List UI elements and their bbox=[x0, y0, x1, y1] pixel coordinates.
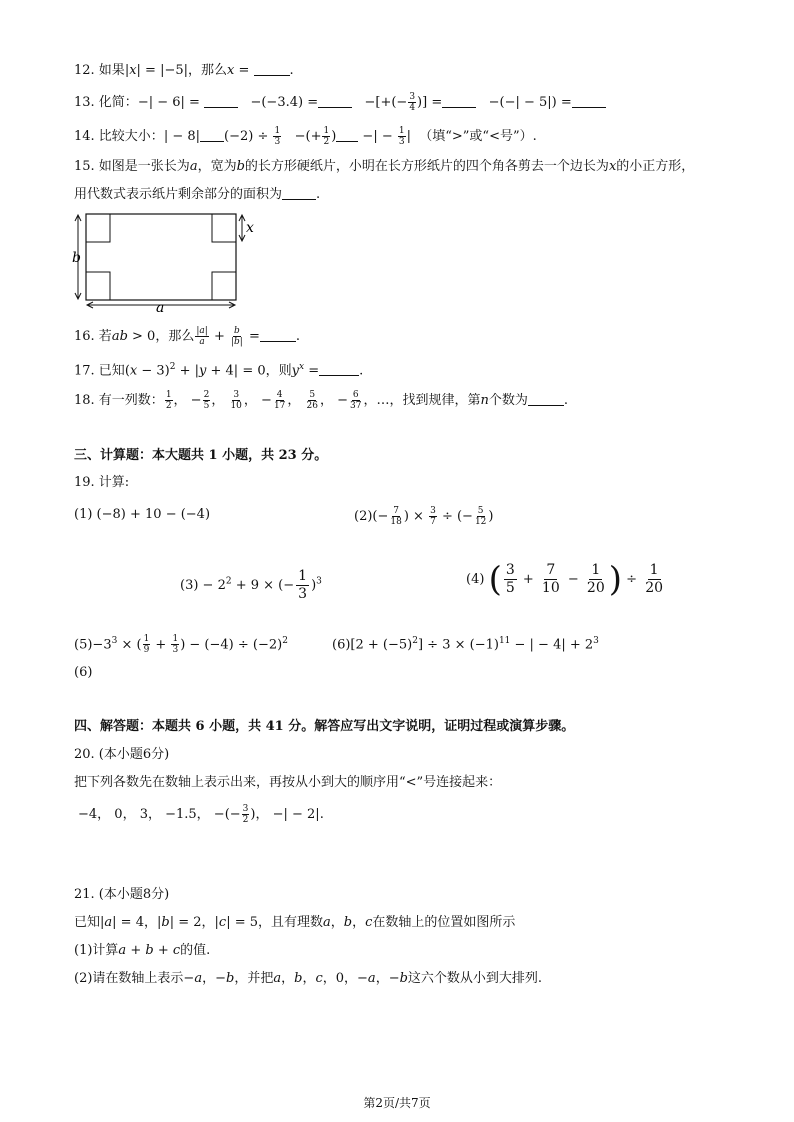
question-16: 16. 若ab > 0，那么 $\frac{|a|}{a}$ + $\frac{b}{|b|}$ = . bbox=[74, 326, 301, 347]
question-14: 14. 比较大小：| − 8| (−2) ÷ $\frac{1}{3}$ −(+ $\frac{1}{2}$ ) −| − $\frac{1}{3}$ | （填“>”或“<号”）. bbox=[74, 126, 537, 147]
q19-label-2: (2) bbox=[354, 509, 373, 524]
question-17: 17. 已知$(x - 3)^2 + |y + 4| = 0$，则$y^x$ = . bbox=[74, 362, 364, 379]
q19-part-2: (2)(− $\frac{7}{18}$ ) × $\frac{3}{7}$ ÷ (− $\frac{5}{12}$ ) bbox=[354, 506, 494, 527]
q15-text-5: 用代数式表示纸片剩余部分的面积为 bbox=[74, 187, 283, 202]
q14-hint: （填“>”或“<号”）. bbox=[419, 129, 537, 144]
q15-text-2: ，宽为 bbox=[197, 159, 237, 174]
q13-number: 13. 化简： bbox=[74, 95, 138, 110]
question-19-title: 19. 计算: bbox=[74, 475, 130, 490]
q21-text-7: ，并把 bbox=[234, 971, 274, 986]
q19-part-4: (4) ( $\frac{3}{5}$ + $\frac{7}{10}$ − $\frac{1}{20}$ ) ÷ $\frac{1}{20}$ bbox=[466, 559, 664, 600]
question-20-numbers: −4， 0， 3， −1.5， −(− $\frac{3}{2}$ )， −| − 2|. bbox=[78, 804, 324, 825]
answer-blank bbox=[254, 62, 290, 76]
q17-text: ，则 bbox=[265, 363, 292, 379]
question-15-line1: 15. 如图是一张长为a，宽为b的长方形硬纸片，小明在长方形纸片的四个角各剪去一个边长为x的小正方形， bbox=[74, 159, 695, 174]
q19-part-6-repeat: (6) bbox=[74, 665, 93, 680]
rectangle-figure bbox=[70, 212, 260, 312]
q16-text: ，那么 bbox=[155, 329, 195, 344]
q21-text-1: 已知 bbox=[74, 915, 101, 930]
label-a: a bbox=[156, 300, 165, 312]
answer-blank bbox=[336, 128, 358, 142]
section-4-title: 四、解答题：本题共 6 小题，共 41 分。解答应写出文字说明，证明过程或演算步骤。 bbox=[74, 719, 575, 734]
q12-number: 12. 如果 bbox=[74, 63, 125, 78]
q21-text-2: ，且有理数 bbox=[258, 915, 324, 930]
answer-blank bbox=[318, 94, 352, 108]
q21-text-6: (2)请在数轴上表示 bbox=[74, 971, 184, 986]
answer-blank bbox=[200, 128, 224, 142]
q19-label-4: (4) bbox=[466, 572, 485, 587]
q19-label-3: (3) bbox=[180, 578, 199, 593]
section-3-title: 三、计算题：本大题共 1 小题，共 23 分。 bbox=[74, 448, 328, 463]
question-20-title: 20. (本小题6分) bbox=[74, 747, 170, 762]
q18-text-2: 个数为 bbox=[488, 393, 528, 408]
q19-label-5: (5) bbox=[74, 637, 93, 653]
question-21-part2: (2)请在数轴上表示−a，−b，并把a，b，c，0，−a，−b这六个数从小到大排列. bbox=[74, 971, 543, 986]
answer-blank bbox=[319, 362, 359, 376]
q15-text-1: 15. 如图是一张长为 bbox=[74, 159, 190, 174]
answer-blank bbox=[204, 94, 238, 108]
q17-number: 17. 已知 bbox=[74, 363, 125, 379]
q18-number: 18. 有一列数： bbox=[74, 393, 164, 408]
question-13: 13. 化简：−| − 6| = −(−3.4) = −[+(− $\frac{3}{4}$ )] = −(−| − 5|) = bbox=[74, 92, 606, 113]
answer-blank bbox=[572, 94, 606, 108]
label-b: b bbox=[72, 250, 81, 266]
q19-label-1: (1) bbox=[74, 507, 93, 522]
q15-text-3: 的长方形硬纸片，小明在长方形纸片的四个角各剪去一个边长为 bbox=[244, 159, 609, 174]
answer-blank bbox=[260, 328, 296, 342]
q12-text: ，那么 bbox=[188, 63, 228, 78]
answer-blank bbox=[442, 94, 476, 108]
question-15-line2: 用代数式表示纸片剩余部分的面积为 . bbox=[74, 187, 321, 202]
q19-part-5: $(5)-3^3$ × ( $\frac{1}{9}$ + $\frac{1}{3}$ ) − $(-4) \div (-2)^2$ bbox=[74, 634, 288, 656]
question-12: 12. 如果|x| = |−5|，那么x = . bbox=[74, 63, 294, 78]
q16-number: 16. 若 bbox=[74, 329, 112, 344]
question-21-title: 21. (本小题8分) bbox=[74, 887, 170, 902]
page-footer: 第2页/共7页 bbox=[363, 1096, 431, 1110]
answer-blank bbox=[528, 392, 564, 406]
q21-text-5: 的值. bbox=[180, 943, 211, 958]
label-x: x bbox=[246, 220, 254, 236]
q19-label-6: (6) bbox=[332, 637, 351, 653]
question-18: 18. 有一列数： $\frac{1}{2}$ ， − $\frac{2}{5}$ ， $\frac{3}{10}$ ， − $\frac{4}{17}$ ， $\frac{5}{26}$ ， − $\frac{6}{37}$ ，…，找到规律，第n个数为 . bbox=[74, 390, 569, 411]
q19-part-1: (1) (−8) + 10 − (−4) bbox=[74, 507, 211, 522]
q21-text-3: 在数轴上的位置如图所示 bbox=[372, 915, 516, 930]
question-20-text: 把下列各数先在数轴上表示出来，再按从小到大的顺序用“<”号连接起来： bbox=[74, 775, 502, 790]
q15-text-4: 的小正方形， bbox=[616, 159, 695, 174]
q18-text: ，找到规律，第 bbox=[389, 393, 481, 408]
answer-blank bbox=[282, 186, 316, 200]
question-21-line1: 已知|a| = 4，|b| = 2，|c| = 5，且有理数a，b，c在数轴上的位置如图所示 bbox=[74, 915, 516, 930]
q19-part-6: $(6)[2 + (-5)^2] \div 3 \times (-1)^{11}$ − | − $4| + 2^3$ bbox=[332, 636, 599, 653]
q19-part-3: $(3) - 2^2 + 9$ × (− $\frac{1}{3}$ )$^3$ bbox=[180, 568, 322, 602]
question-21-part1: (1)计算a + b + c的值. bbox=[74, 943, 211, 958]
q21-text-4: (1)计算 bbox=[74, 943, 119, 958]
q21-text-8: 这六个数从小到大排列. bbox=[407, 971, 543, 986]
q14-number: 14. 比较大小： bbox=[74, 129, 164, 144]
